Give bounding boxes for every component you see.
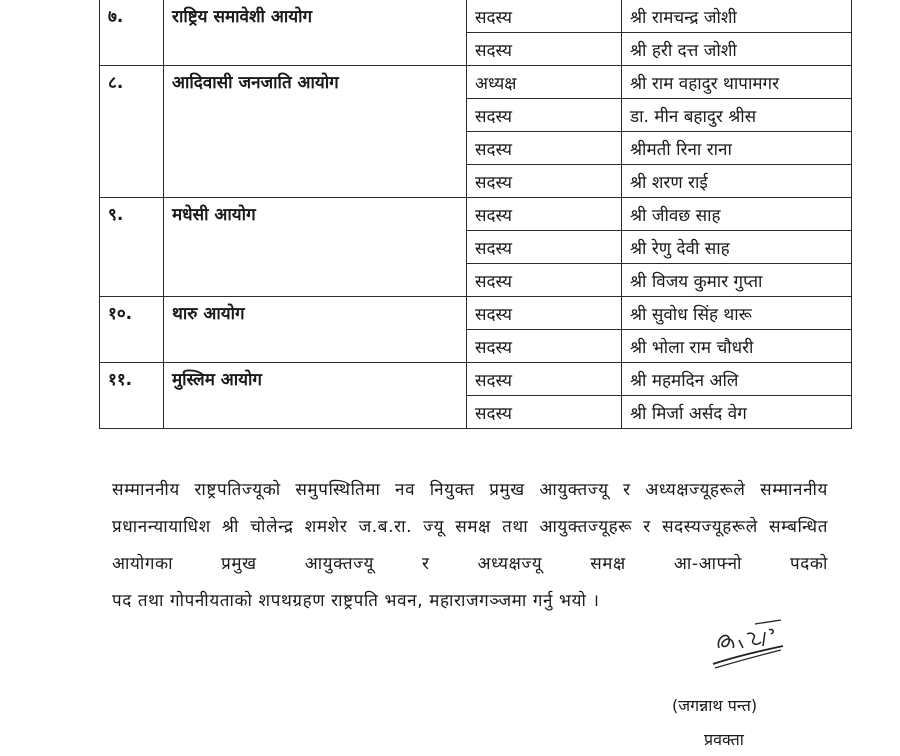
- role-cell: सदस्य: [467, 363, 622, 396]
- person-name-cell: श्री हरी दत्त जोशी: [622, 33, 852, 66]
- table-row: [100, 0, 852, 33]
- person-name-cell: श्री भोला राम चौधरी: [622, 330, 852, 363]
- paragraph-line-1: सम्माननीय राष्ट्रपतिज्यूको समुपस्थितिमा नव नियुक्त प्रमुख आयुक्तज्यू र अध्यक्षज्यूहरूले: [112, 480, 746, 500]
- role-cell: सदस्य: [467, 396, 622, 429]
- table-row: [100, 66, 852, 99]
- person-name-cell: श्री विजय कुमार गुप्ता: [622, 264, 852, 297]
- role-cell: सदस्य: [467, 264, 622, 297]
- commission-name-cell: थारु आयोग: [164, 297, 467, 363]
- role-cell: अध्यक्ष: [467, 66, 622, 99]
- role-cell: सदस्य: [467, 99, 622, 132]
- paragraph-line-3: सदस्यज्यूहरूले सम्बन्धित आयोगका प्रमुख आयुक्तज्यू र अध्यक्षज्यू समक्ष आ-आफ्नो पदको: [112, 517, 828, 574]
- paragraph-line-4: पद तथा गोपनीयताको शपथग्रहण राष्ट्रपति भवन, महाराजगञ्जमा गर्नु भयो ।: [112, 591, 600, 611]
- serial-number-cell: १०.: [100, 297, 164, 363]
- role-cell: सदस्य: [467, 33, 622, 66]
- role-cell: सदस्य: [467, 231, 622, 264]
- commission-name-cell: मुस्लिम आयोग: [164, 363, 467, 429]
- swearing-in-paragraph: [112, 472, 828, 620]
- table-row: [100, 363, 852, 396]
- person-name-cell: श्री रामचन्द्र जोशी: [622, 0, 852, 33]
- serial-number-cell: ८.: [100, 66, 164, 198]
- person-name-cell: श्री शरण राई: [622, 165, 852, 198]
- person-name-cell: श्रीमती रिना राना: [622, 132, 852, 165]
- commission-members-table-container: [99, 0, 827, 429]
- role-cell: सदस्य: [467, 132, 622, 165]
- role-cell: सदस्य: [467, 0, 622, 33]
- person-name-cell: श्री राम वहादुर थापामगर: [622, 66, 852, 99]
- handwritten-signature: [705, 618, 785, 670]
- commission-name-cell: मधेसी आयोग: [164, 198, 467, 297]
- commission-name-cell: आदिवासी जनजाति आयोग: [164, 66, 467, 198]
- role-cell: सदस्य: [467, 330, 622, 363]
- commission-name-cell: राष्ट्रिय समावेशी आयोग: [164, 0, 467, 66]
- commission-members-table: [99, 0, 852, 429]
- role-cell: सदस्य: [467, 165, 622, 198]
- person-name-cell: श्री सुवोध सिंह थारू: [622, 297, 852, 330]
- table-row: [100, 297, 852, 330]
- paragraph-line-2: सम्माननीय प्रधानन्यायाधिश श्री चोलेन्द्र शमशेर ज.ब.रा. ज्यू समक्ष तथा आयुक्तज्यूहरू र: [112, 480, 828, 537]
- serial-number-cell: ११.: [100, 363, 164, 429]
- role-cell: सदस्य: [467, 198, 622, 231]
- table-row: [100, 198, 852, 231]
- person-name-cell: श्री रेणु देवी साह: [622, 231, 852, 264]
- person-name-cell: श्री जीवछ साह: [622, 198, 852, 231]
- signer-title: प्रवक्ता: [704, 730, 744, 749]
- person-name-cell: श्री महमदिन अलि: [622, 363, 852, 396]
- role-cell: सदस्य: [467, 297, 622, 330]
- serial-number-cell: ७.: [100, 0, 164, 66]
- person-name-cell: श्री मिर्जा अर्सद वेग: [622, 396, 852, 429]
- serial-number-cell: ९.: [100, 198, 164, 297]
- signer-name: (जगन्नाथ पन्त): [672, 696, 758, 715]
- person-name-cell: डा. मीन बहादुर श्रीस: [622, 99, 852, 132]
